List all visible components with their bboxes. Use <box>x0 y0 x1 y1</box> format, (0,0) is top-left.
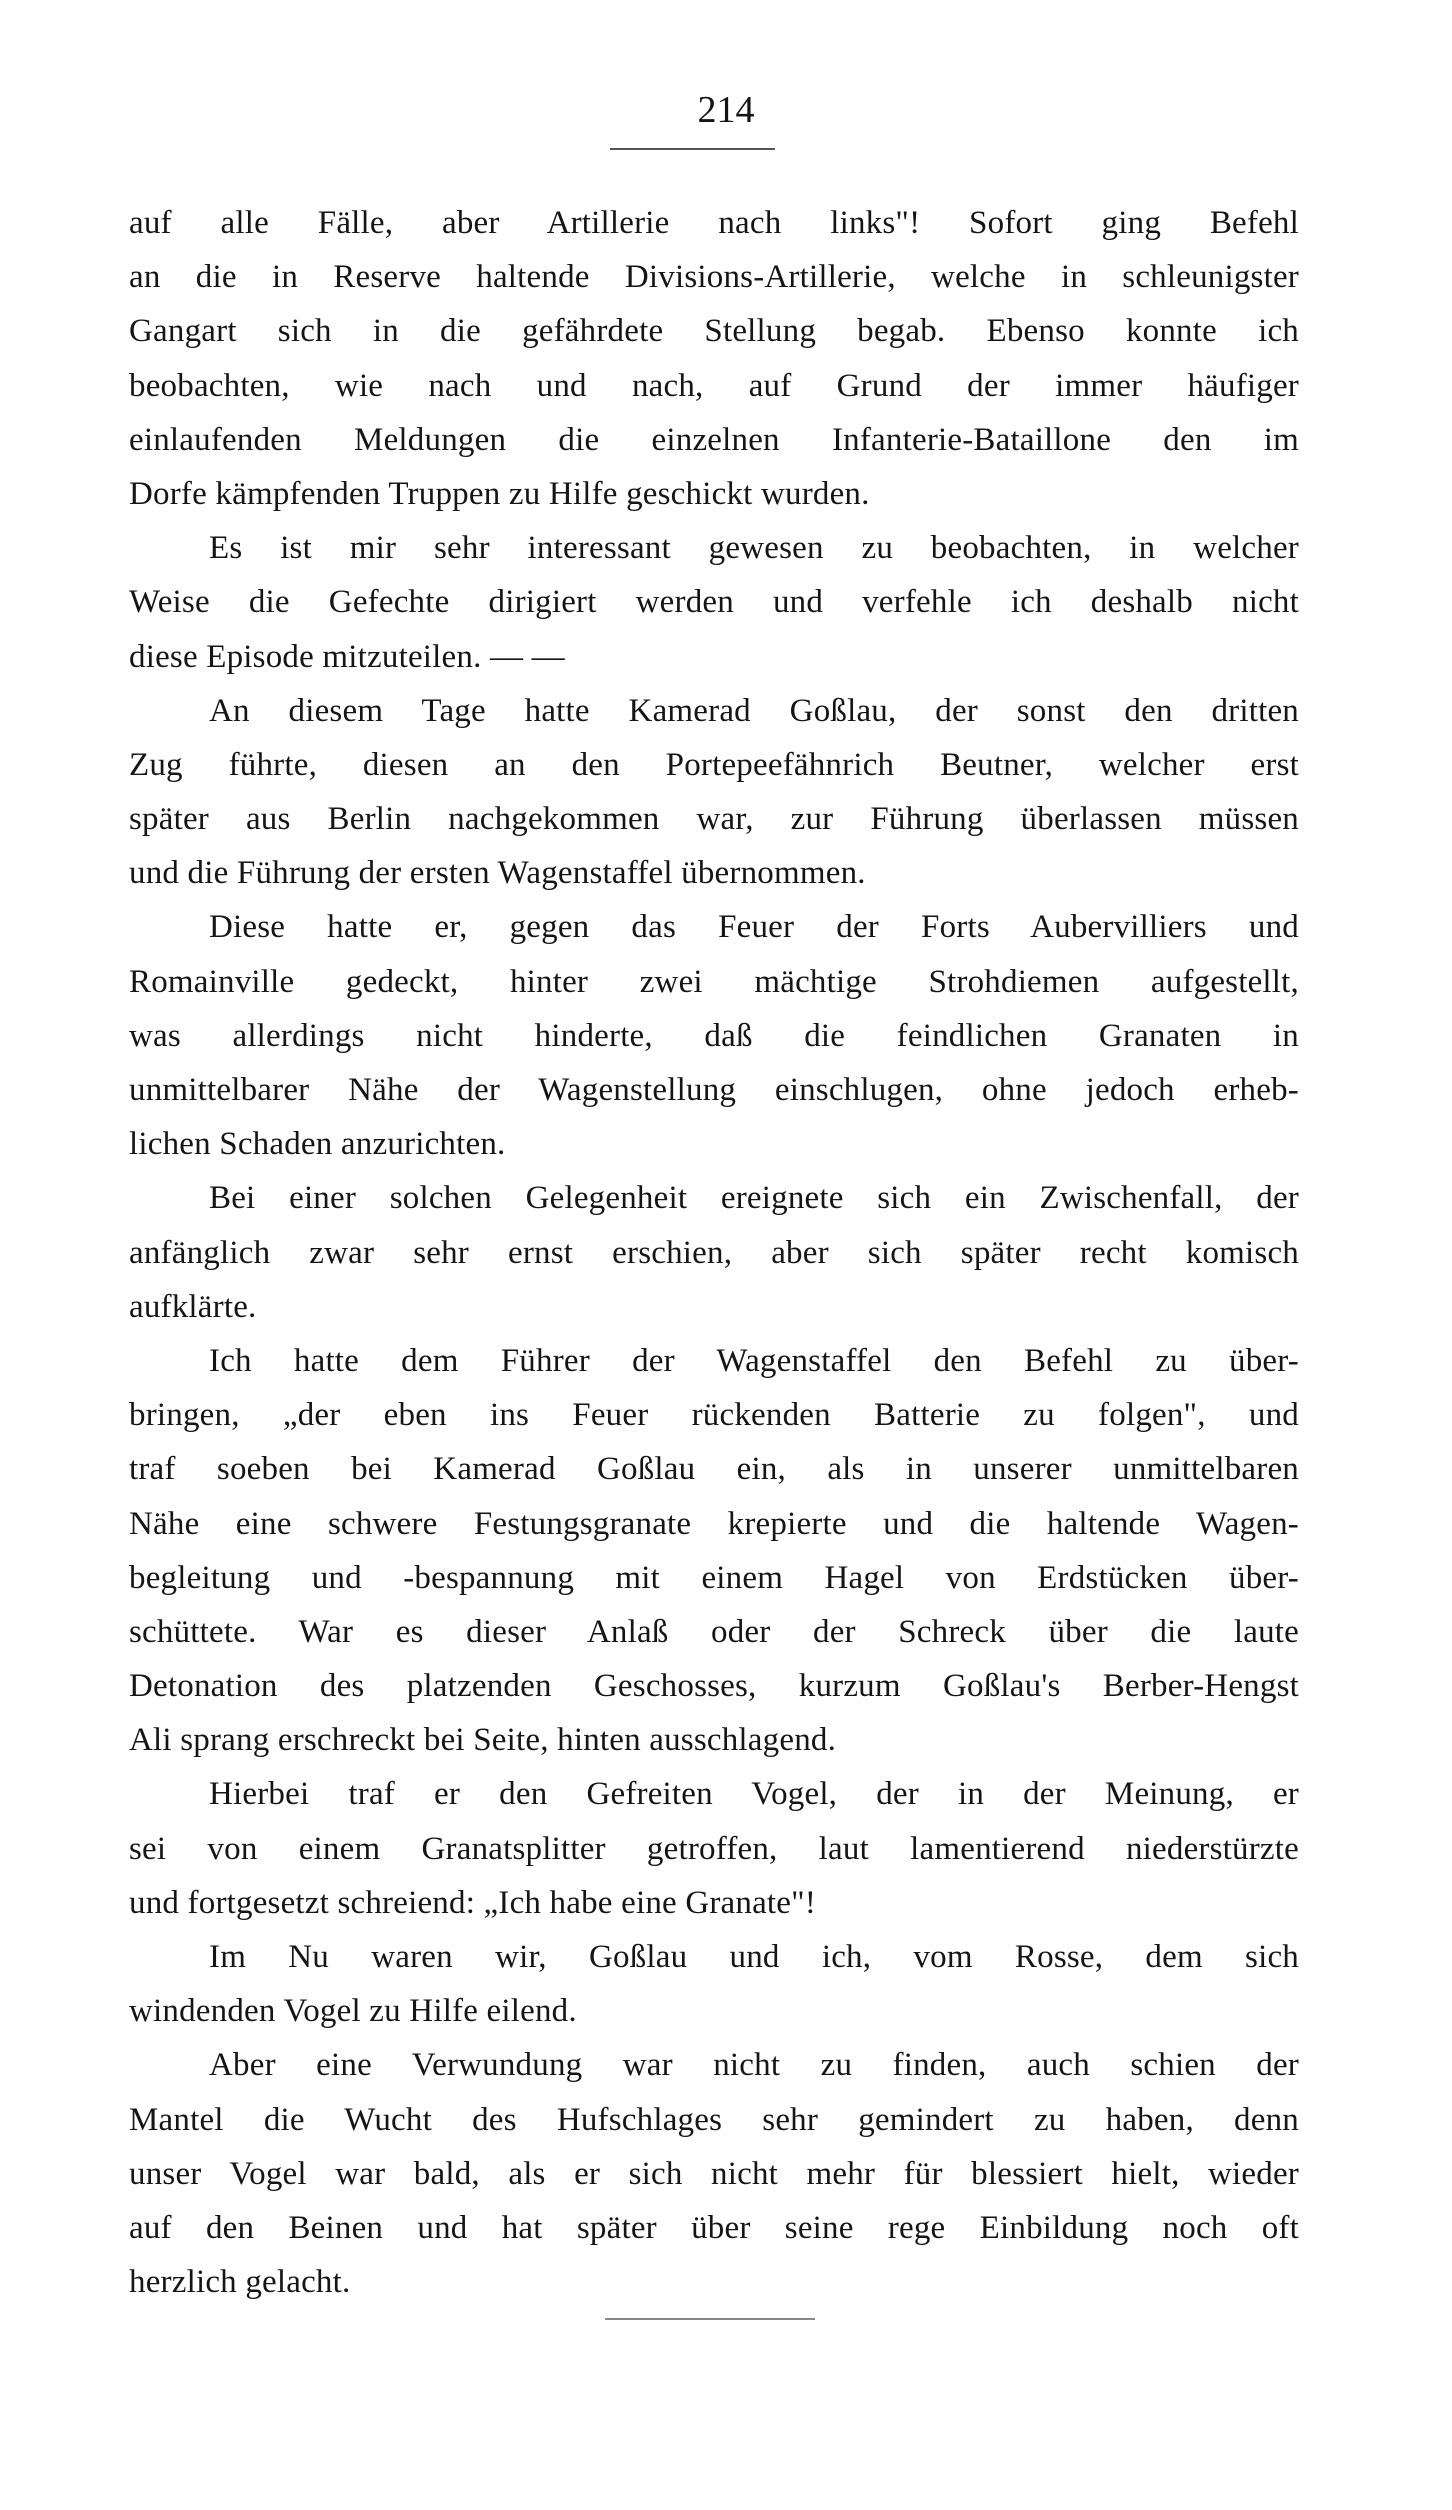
text-line: sei von einem Granatsplitter getroffen, laut lamentierend niederstürzte <box>129 1830 1299 1867</box>
text-line: Im Nu waren wir, Goßlau und ich, vom Rosse, dem sich <box>209 1939 1299 1975</box>
paragraph <box>129 900 1299 1171</box>
text-line: Bei einer solchen Gelegenheit ereignete sich ein Zwischenfall, der <box>209 1180 1299 1217</box>
text-line: bringen, „der eben ins Feuer rückenden Batterie zu folgen", und <box>129 1397 1299 1434</box>
text-line: einlaufenden Meldungen die einzelnen Infanterie-Bataillone den im <box>129 421 1299 458</box>
text-line: Detonation des platzenden Geschosses, kurzum Goßlau's Berber-Hengst <box>129 1668 1299 1705</box>
text-line: Mantel die Wucht des Hufschlages sehr gemindert zu haben, denn <box>129 2101 1299 2138</box>
text-line: Weise die Gefechte dirigiert werden und verfehle ich deshalb nicht <box>129 584 1299 621</box>
text-line: lichen Schaden anzurichten. <box>129 1126 506 1163</box>
paragraph <box>129 2038 1299 2309</box>
paragraph <box>129 521 1299 684</box>
text-line: Aber eine Verwundung war nicht zu finden, auch schien der <box>209 2047 1299 2084</box>
paragraph <box>129 1767 1299 1930</box>
paragraph <box>129 196 1299 521</box>
paragraph <box>129 1334 1299 1768</box>
text-line: Romainville gedeckt, hinter zwei mächtige Strohdiemen aufgestellt, <box>129 963 1299 1000</box>
text-line: Ali sprang erschreckt bei Seite, hinten ausschlagend. <box>129 1722 837 1759</box>
text-line: was allerdings nicht hinderte, daß die feindlichen Granaten in <box>129 1017 1299 1054</box>
page-number: 214 <box>697 89 755 131</box>
text-line: windenden Vogel zu Hilfe eilend. <box>129 1993 577 2030</box>
text-line: anfänglich zwar sehr ernst erschien, aber sich später recht komisch <box>129 1234 1299 1271</box>
paragraph <box>129 684 1299 901</box>
text-line: Zug führte, diesen an den Portepeefähnrich Beutner, welcher erst <box>129 746 1299 783</box>
footer-rule <box>605 2318 815 2320</box>
text-line: unmittelbarer Nähe der Wagenstellung einschlugen, ohne jedoch erheb- <box>129 1072 1299 1108</box>
text-line: und fortgesetzt schreiend: „Ich habe eine Granate"! <box>129 1884 817 1921</box>
text-line: beobachten, wie nach und nach, auf Grund der immer häufiger <box>129 367 1299 404</box>
text-line: schüttete. War es dieser Anlaß oder der Schreck über die laute <box>129 1613 1299 1650</box>
text-line: unser Vogel war bald, als er sich nicht mehr für blessiert hielt, wieder <box>129 2155 1299 2192</box>
text-line: Gangart sich in die gefährdete Stellung begab. Ebenso konnte ich <box>129 313 1299 350</box>
text-line: herzlich gelacht. <box>129 2264 351 2301</box>
text-line: Es ist mir sehr interessant gewesen zu beobachten, in welcher <box>209 530 1299 567</box>
text-line: und die Führung der ersten Wagenstaffel übernommen. <box>129 855 866 892</box>
text-line: Hierbei traf er den Gefreiten Vogel, der in der Meinung, er <box>209 1776 1299 1813</box>
text-line: später aus Berlin nachgekommen war, zur Führung überlassen müssen <box>129 801 1299 838</box>
header-rule <box>610 148 775 150</box>
text-line: An diesem Tage hatte Kamerad Goßlau, der sonst den dritten <box>209 692 1299 729</box>
paragraph <box>129 1930 1299 2038</box>
text-line: auf alle Fälle, aber Artillerie nach links"! Sofort ging Befehl <box>129 205 1299 241</box>
text-line: diese Episode mitzuteilen. — — <box>129 638 565 675</box>
text-line: Nähe eine schwere Festungsgranate krepierte und die haltende Wagen- <box>129 1505 1299 1542</box>
text-line: auf den Beinen und hat später über seine rege Einbildung noch oft <box>129 2209 1299 2246</box>
text-line: Ich hatte dem Führer der Wagenstaffel den Befehl zu über- <box>209 1342 1299 1379</box>
text-line: Diese hatte er, gegen das Feuer der Forts Aubervilliers und <box>209 909 1299 946</box>
text-line: aufklärte. <box>129 1288 257 1325</box>
page-body <box>129 196 1299 2309</box>
text-line: Dorfe kämpfenden Truppen zu Hilfe geschickt wurden. <box>129 475 870 512</box>
paragraph <box>129 1171 1299 1334</box>
text-line: traf soeben bei Kamerad Goßlau ein, als in unserer unmittelbaren <box>129 1451 1299 1488</box>
text-line: begleitung und -bespannung mit einem Hagel von Erdstücken über- <box>129 1559 1299 1596</box>
text-line: an die in Reserve haltende Divisions-Artillerie, welche in schleunigster <box>129 259 1299 296</box>
